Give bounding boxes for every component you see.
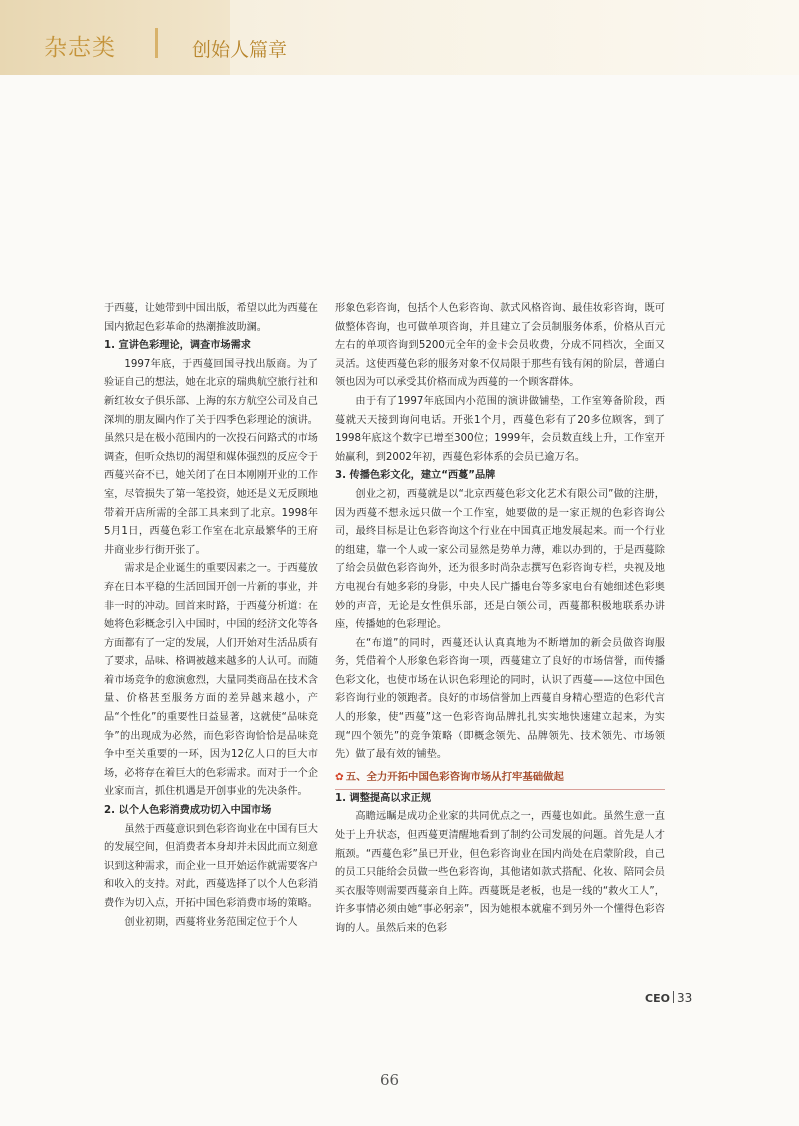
paragraph: 于西蔓，让她带到中国出版，希望以此为西蔓在国内掀起色彩革命的热潮推波助澜。 <box>104 303 318 333</box>
subheading: 1. 调整提高以求正规 <box>335 792 432 804</box>
paragraph: 1997年底，于西蔓回国寻找出版商。为了验证自己的想法，她在北京的瑞典航空旅行社和新红妆女子俱乐部、上海的东方航空公司及自己深圳的朋友圈内作了关于四季色彩理论的演讲。虽然只是在极小范围内的一次投石问路式的市场调查，但听众热切的渴望和媒体强烈的反应令于西蔓兴奋不已，她关闭了在日本刚刚开业的工作室，尽管损失了第一笔投资，她还是义无反顾地带着开店所需的全部工具来到了北京。1998年5月1日，西蔓色彩工作室在北京最繁华的王府井商业步行街开张了。 <box>104 358 318 556</box>
folio-divider <box>673 991 674 1003</box>
header-divider <box>155 28 158 58</box>
paragraph: 虽然于西蔓意识到色彩咨询业在中国有巨大的发展空间，但消费者本身却并未因此而立刻意识到这种需求，而企业一旦开始运作就需要客户和收入的支持。对此，西蔓选择了以个人色彩消费作为切入点，开拓中国色彩消费市场的策略。 <box>104 823 318 909</box>
paragraph: 创业初期，西蔓将业务范围定位于个人 <box>124 916 298 928</box>
right-column <box>335 300 665 939</box>
folio-mark: CEO <box>645 992 670 1005</box>
folio-number: 33 <box>676 991 693 1005</box>
paragraph: 由于有了1997年底国内小范围的演讲做铺垫，工作室筹备阶段，西蔓就天天接到询问电话。开张1个月，西蔓色彩有了20多位顾客，到了1998年底这个数字已增至300位；1999年，会员数直线上升，工作室开始赢利，到2002年初，西蔓色彩体系的会员已逾万名。 <box>335 395 665 463</box>
paragraph: 创业之初，西蔓就是以“北京西蔓色彩文化艺术有限公司”做的注册，因为西蔓不想永远只做一个工作室，她要做的是一家正规的色彩咨询公司，最终目标是让色彩咨询这个行业在中国真正地发展起来。而一个行业的组建，靠一个人或一家公司显然是势单力薄，难以办到的，于是西蔓除了给会员做色彩咨询外，还为很多时尚杂志撰写色彩咨询专栏，央视及地方电视台有她多彩的身影，中央人民广播电台等多家电台有她细述色彩奥妙的声音，无论是女性俱乐部，还是白领公司，西蔓都积极地联系办讲座，传播她的色彩理论。 <box>335 488 665 631</box>
magazine-folio <box>645 991 692 1005</box>
paragraph: 高瞻远瞩是成功企业家的共同优点之一，西蔓也如此。虽然生意一直处于上升状态，但西蔓更清醒地看到了制约公司发展的问题。首先是人才瓶颈。“西蔓色彩”虽已开业，但色彩咨询业在国内尚处在启蒙阶段，自己的员工只能给会员做一些色彩咨询，其他诸如款式搭配、化妆、陪同会员买衣服等则需要西蔓亲自上阵。西蔓既是老板，也是一线的“救火工人”，许多事情必须由她“事必躬亲”，因为她根本就雇不到另外一个懂得色彩咨询的人。虽然后来的色彩 <box>335 811 665 934</box>
paragraph: 形象色彩咨询，包括个人色彩咨询、款式风格咨询、最佳妆彩咨询，既可做整体咨询，也可做单项咨询，并且建立了会员制服务体系，价格从百元左右的单项咨询到5200元全年的金卡会员收费，分成不同档次，全面又灵活。这使西蔓色彩的服务对象不仅局限于那些有钱有闲的阶层，普通白领也因为可以承受其价格而成为西蔓的一个顾客群体。 <box>335 303 665 389</box>
subheading: 3. 传播色彩文化，建立“西蔓”品牌 <box>335 470 496 482</box>
category-title: 杂志类 <box>44 35 116 61</box>
left-column <box>104 300 318 932</box>
subheading: 2. 以个人色彩消费成功切入中国市场 <box>104 805 272 817</box>
subheading: 1. 宣讲色彩理论，调查市场需求 <box>104 340 251 352</box>
section-title: 创始人篇章 <box>192 39 288 61</box>
paragraph: 在“布道”的同时，西蔓还认认真真地为不断增加的新会员做咨询服务，凭借着个人形象色彩咨询一项，西蔓建立了良好的市场信誉，而传播色彩文化，也使市场在认识色彩理论的同时，认识了西蔓——这位中国色彩咨询行业的领跑者。良好的市场信誉加上西蔓自身精心塑造的色彩代言人的形象，使“西蔓”这一色彩咨询品牌扎扎实实地快速建立起来，为实现“四个领先”的竞争策略（即概念领先、品牌领先、技术领先、市场领先）做了最有效的铺垫。 <box>335 637 665 761</box>
page-number: 66 <box>380 1071 400 1089</box>
section-heading-text: 五、全力开拓中国色彩咨询市场从打牢基础做起 <box>345 770 564 783</box>
paragraph: 需求是企业诞生的重要因素之一。于西蔓放弃在日本平稳的生活回国开创一片新的事业，并非一时的冲动。回首来时路，于西蔓分析道：在她将色彩概念引入中国时，中国的经济文化等各方面都有了一定的发展，人们开始对生活品质有了要求，品味、格调被越来越多的人认可。而随着市场竞争的愈演愈烈，大量同类商品在技术含量、价格甚至服务方面的差异越来越小，产品“个性化”的重要性日益显著，这就使“品味竞争”的出现成为必然，而色彩咨询恰恰是品味竞争中至关重要的一环，因为12亿人口的巨大市场，必将存在着巨大的色彩需求。而对于一个企业家而言，抓住机遇是开创事业的先决条件。 <box>104 563 318 798</box>
flower-icon: ✿ <box>335 770 344 783</box>
section-heading <box>335 768 665 787</box>
